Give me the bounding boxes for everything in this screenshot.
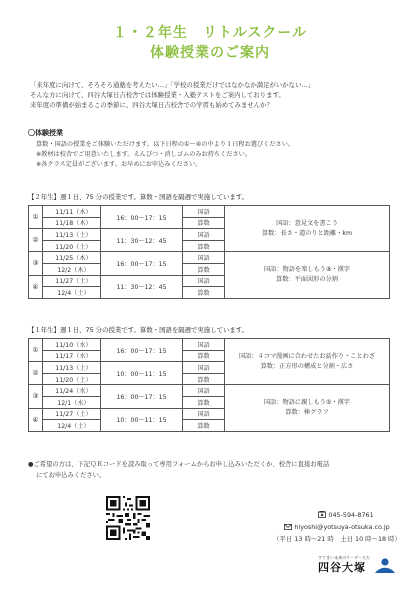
date-cell: 11/10（水） bbox=[43, 339, 101, 351]
phone-row bbox=[272, 509, 402, 521]
intro-text bbox=[30, 80, 400, 110]
intro-line: 来年度の準備が始まるこの季節に、四谷大塚日吉校舎での学習も始めてみませんか？ bbox=[30, 101, 273, 109]
subject-cell: 算数 bbox=[183, 240, 225, 252]
date-cell: 11/13（土） bbox=[43, 229, 101, 241]
note-line: ※各クラス定員がございます。お早めにお申込みください。 bbox=[36, 161, 202, 168]
section-heading: 〇体験授業 bbox=[28, 129, 63, 137]
group-number: ② bbox=[29, 229, 43, 252]
date-cell: 11/18（木） bbox=[43, 217, 101, 229]
mail-icon bbox=[284, 524, 292, 530]
date-cell: 11/11（木） bbox=[43, 206, 101, 218]
time-cell: 16：00～17：15 bbox=[101, 252, 183, 275]
intro-line: 「来年度に向けて、そろそろ通塾を考えたい…」「学校の授業だけではなかなか満足がいかない…」 bbox=[30, 81, 315, 89]
section-notes bbox=[36, 140, 396, 170]
subject-cell: 国語 bbox=[183, 362, 225, 374]
date-cell: 11/27（土） bbox=[43, 275, 101, 287]
contact-block bbox=[272, 509, 402, 545]
note-line: 算数・国語の授業をご体験いただけます。以下日程の①～④の中より１日程お選びください。 bbox=[36, 141, 295, 148]
content-line: 国語：４コマ漫画に合わせたお話作り・ことわざ bbox=[238, 352, 376, 360]
group-number: ③ bbox=[29, 385, 43, 408]
content-cell bbox=[225, 385, 390, 431]
grade2-schedule-table bbox=[28, 205, 390, 299]
table-row bbox=[29, 206, 390, 218]
date-cell: 11/17（水） bbox=[43, 350, 101, 362]
subject-cell: 算数 bbox=[183, 396, 225, 408]
group-number: ① bbox=[29, 206, 43, 229]
content-line: 国語：物語に親しもう⑤・漢字 bbox=[264, 399, 350, 407]
time-cell: 16：00～17：15 bbox=[101, 339, 183, 362]
group-number: ③ bbox=[29, 252, 43, 275]
apply-instructions bbox=[28, 459, 398, 481]
logo-icon bbox=[374, 557, 396, 575]
date-cell: 11/25（木） bbox=[43, 252, 101, 264]
subject-cell: 国語 bbox=[183, 385, 225, 397]
content-line: 国語：物語を楽しもう⑧・漢字 bbox=[264, 266, 350, 274]
subject-cell: 国語 bbox=[183, 206, 225, 218]
subject-cell: 算数 bbox=[183, 217, 225, 229]
apply-line: にてお申込みください。 bbox=[36, 472, 106, 479]
time-cell: 10：00～11：15 bbox=[101, 408, 183, 431]
content-cell bbox=[225, 252, 390, 298]
content-line: 算数：平面図形の分割 bbox=[276, 276, 338, 284]
grade1-schedule-table bbox=[28, 338, 390, 432]
apply-line: ●ご希望の方は、下記ＱＲコードを読み取って専用フォームからお申し込みいただくか、校舎に直接お電話 bbox=[28, 461, 330, 468]
grade2-heading: 【２年生】週１日、75 分の授業です。算数・国語を隔週で実施しています。 bbox=[28, 193, 249, 201]
content-line: 算数：長さ・道のりと距離・km bbox=[261, 229, 353, 237]
phone-number[interactable]: 045-594-8761 bbox=[328, 511, 374, 519]
date-cell: 12/4（土） bbox=[43, 287, 101, 299]
intro-line: そんな方に向けて、四谷大塚日吉校舎では体験授業・入塾テストをご案内しております。 bbox=[30, 91, 285, 99]
table-row bbox=[29, 252, 390, 264]
subject-cell: 算数 bbox=[183, 420, 225, 432]
content-cell bbox=[225, 339, 390, 385]
subject-cell: 算数 bbox=[183, 350, 225, 362]
subject-cell: 国語 bbox=[183, 275, 225, 287]
grade1-heading: 【１年生】週１日、75 分の授業です。算数・国語を隔週で実施しています。 bbox=[28, 326, 249, 334]
title-line-1: １・２年生 リトルスクール bbox=[112, 25, 308, 41]
group-number: ① bbox=[29, 339, 43, 362]
table-row bbox=[29, 385, 390, 397]
content-line: 国語：意見文を書こう bbox=[276, 219, 338, 227]
content-line: 算数：正方形の構成と分割・広さ bbox=[260, 362, 354, 370]
time-cell: 16：00～17：15 bbox=[101, 385, 183, 408]
title-line-2: 体験授業のご案内 bbox=[150, 45, 270, 61]
content-cell bbox=[225, 206, 390, 252]
date-cell: 11/24（水） bbox=[43, 385, 101, 397]
date-cell: 12/2（木） bbox=[43, 263, 101, 275]
date-cell: 12/4（土） bbox=[43, 420, 101, 432]
content-line: 算数：棒グラフ bbox=[285, 409, 329, 417]
date-cell: 11/20（土） bbox=[43, 373, 101, 385]
date-cell: 12/1（水） bbox=[43, 396, 101, 408]
subject-cell: 国語 bbox=[183, 252, 225, 264]
table-row bbox=[29, 339, 390, 351]
group-number: ④ bbox=[29, 408, 43, 431]
email-address[interactable]: hiyoshi@yotsuya-otsuka.co.jp bbox=[294, 523, 390, 531]
time-cell: 11：30～12：45 bbox=[101, 229, 183, 252]
group-number: ④ bbox=[29, 275, 43, 298]
time-cell: 10：00～11：15 bbox=[101, 362, 183, 385]
date-cell: 11/13（土） bbox=[43, 362, 101, 374]
subject-cell: 国語 bbox=[183, 229, 225, 241]
subject-cell: 国語 bbox=[183, 408, 225, 420]
subject-cell: 算数 bbox=[183, 287, 225, 299]
group-number: ② bbox=[29, 362, 43, 385]
logo-tagline: すてきい未来のリーダーたち bbox=[318, 555, 371, 560]
subject-cell: 国語 bbox=[183, 339, 225, 351]
hours-text: （平日 13 時～21 時 土日 10 時～18 時） bbox=[273, 535, 401, 543]
date-cell: 11/27（土） bbox=[43, 408, 101, 420]
subject-cell: 算数 bbox=[183, 263, 225, 275]
email-row bbox=[272, 521, 402, 533]
time-cell: 16：00～17：15 bbox=[101, 206, 183, 229]
phone-icon bbox=[318, 511, 326, 518]
logo-name: 四谷大塚 bbox=[318, 561, 366, 574]
date-cell: 11/20（土） bbox=[43, 240, 101, 252]
subject-cell: 算数 bbox=[183, 373, 225, 385]
qr-code[interactable] bbox=[106, 496, 150, 540]
time-cell: 11：30～12：45 bbox=[101, 275, 183, 298]
note-line: ※教材は校舎でご用意いたします。えんぴつ・消しゴムのみお持ちください。 bbox=[36, 151, 252, 158]
